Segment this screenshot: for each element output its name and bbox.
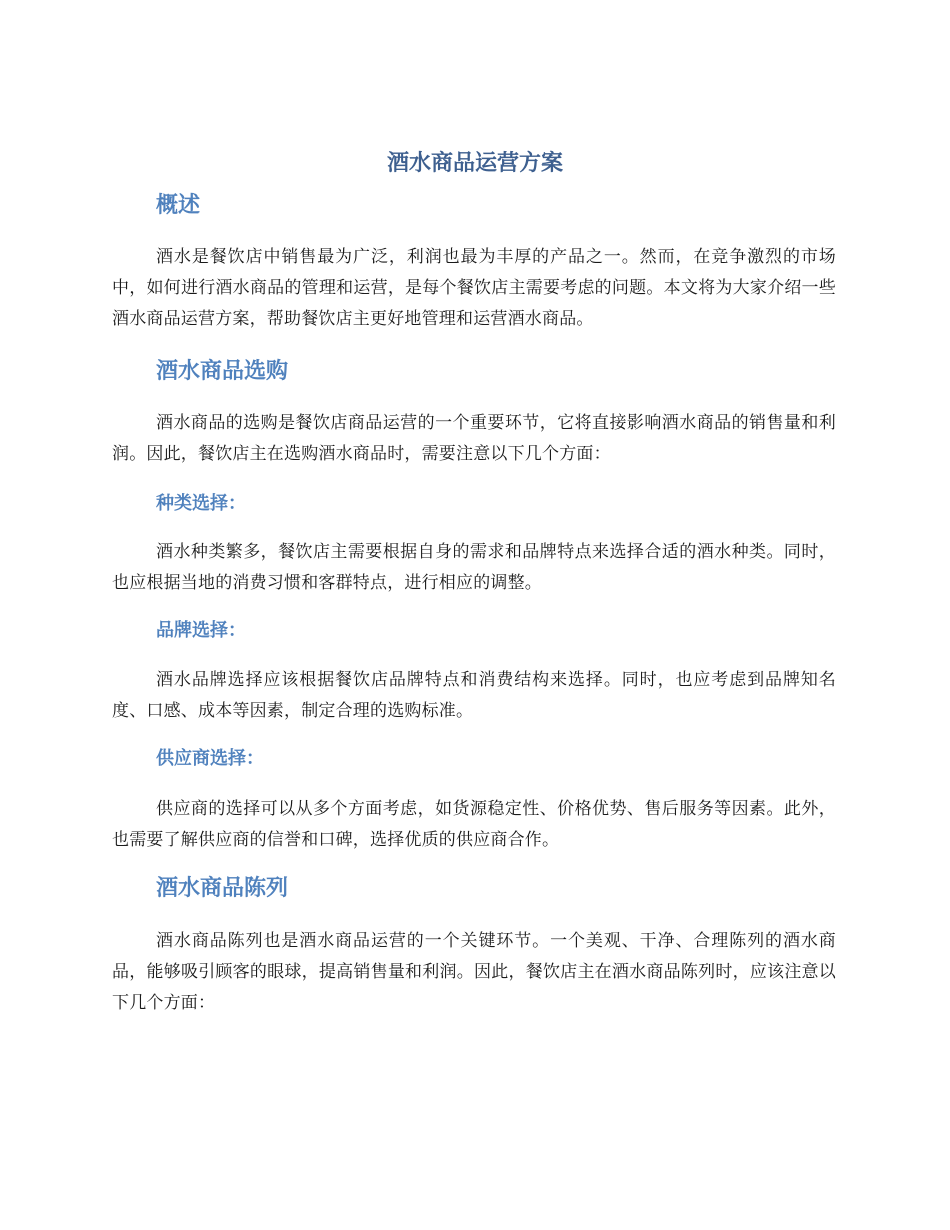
subsection-heading-category: 种类选择： [156, 493, 246, 514]
section-heading-procurement: 酒水商品选购 [156, 359, 289, 384]
procurement-paragraph: 酒水商品的选购是餐饮店商品运营的一个重要环节，它将直接影响酒水商品的销售量和利润。因此，餐饮店主在选购酒水商品时，需要注意以下几个方面： [112, 413, 836, 464]
display-paragraph: 酒水商品陈列也是酒水商品运营的一个关键环节。一个美观、干净、合理陈列的酒水商品，能够吸引顾客的眼球，提高销售量和利润。因此，餐饮店主在酒水商品陈列时，应该注意以下几个方面： [112, 931, 836, 1013]
subsection-heading-brand: 品牌选择： [156, 620, 246, 641]
section-heading-display: 酒水商品陈列 [156, 876, 289, 901]
category-paragraph: 酒水种类繁多，餐饮店主需要根据自身的需求和品牌特点来选择合适的酒水种类。同时，也应根据当地的消费习惯和客群特点，进行相应的调整。 [112, 542, 836, 593]
overview-paragraph: 酒水是餐饮店中销售最为广泛，利润也最为丰厚的产品之一。然而，在竞争激烈的市场中，如何进行酒水商品的管理和运营，是每个餐饮店主需要考虑的问题。本文将为大家介绍一些酒水商品运营方案，帮助餐饮店主更好地管理和运营酒水商品。 [112, 247, 836, 329]
document-title: 酒水商品运营方案 [386, 151, 563, 176]
brand-paragraph: 酒水品牌选择应该根据餐饮店品牌特点和消费结构来选择。同时，也应考虑到品牌知名度、口感、成本等因素，制定合理的选购标准。 [112, 670, 836, 721]
supplier-paragraph: 供应商的选择可以从多个方面考虑，如货源稳定性、价格优势、售后服务等因素。此外，也需要了解供应商的信誉和口碑，选择优质的供应商合作。 [112, 799, 836, 850]
section-heading-overview: 概述 [156, 193, 201, 218]
subsection-heading-supplier: 供应商选择： [156, 748, 264, 769]
